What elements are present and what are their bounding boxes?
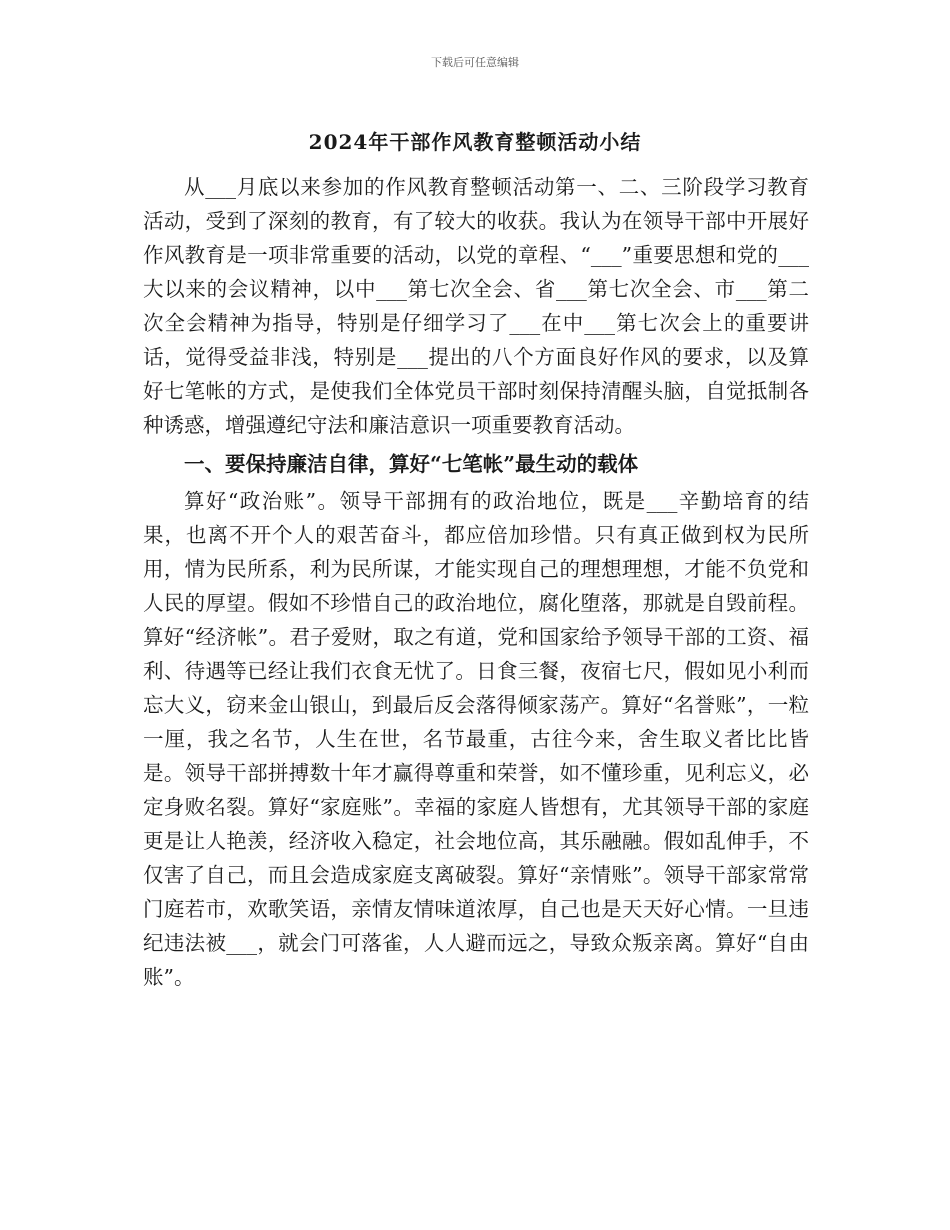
section-1-paragraph: 算好“政治账”。领导干部拥有的政治地位，既是___辛勤培育的结果，也离不开个人的艰苦奋斗，都应倍加珍惜。只有真正做到权为民所用，情为民所系，利为民所谋，才能实现自己的理想理想，才能不负党和人民的厚望。假如不珍惜自己的政治地位，腐化堕落，那就是自毁前程。算好“经济帐”。君子爱财，取之有道，党和国家给予领导干部的工资、福利、待遇等已经让我们衣食无忧了。日食三餐，夜宿七尺，假如见小利而忘大义，窃来金山银山，到最后反会落得倾家荡产。算好“名誉账”，一粒一厘，我之名节，人生在世，名节最重，古往今来，舍生取义者比比皆是。领导干部拼搏数十年才赢得尊重和荣誉，如不懂珍重，见利忘义，必定身败名裂。算好“家庭账”。幸福的家庭人皆想有，尤其领导干部的家庭更是让人艳羡，经济收入稳定，社会地位高，其乐融融。假如乱伸手，不仅害了自己，而且会造成家庭支离破裂。算好“亲情账”。领导干部家常常门庭若市，欢歌笑语，亲情友情味道浓厚，自己也是天天好心情。一旦违纪违法被___，就会门可落雀，人人避而远之，导致众叛亲离。算好“自由账”。 [143, 489, 809, 989]
document-title: 2024年干部作风教育整顿活动小结 [308, 130, 642, 154]
section-1-heading: 一、要保持廉洁自律，算好“七笔帐”最生动的载体 [184, 452, 639, 476]
document-body [143, 170, 809, 994]
page-header-note: 下载后可任意编辑 [431, 56, 519, 69]
intro-paragraph: 从___月底以来参加的作风教育整顿活动第一、二、三阶段学习教育活动，受到了深刻的教育，有了较大的收获。我认为在领导干部中开展好作风教育是一项非常重要的活动，以党的章程、“___”重要思想和党的___大以来的会议精神，以中___第七次全会、省___第七次全会、市___第二次全会精神为指导，特别是仔细学习了___在中___第七次会上的重要讲话，觉得受益非浅，特别是___提出的八个方面良好作风的要求，以及算好七笔帐的方式，是使我们全体党员干部时刻保持清醒头脑，自觉抵制各种诱惑，增强遵纪守法和廉洁意识一项重要教育活动。 [143, 175, 809, 437]
